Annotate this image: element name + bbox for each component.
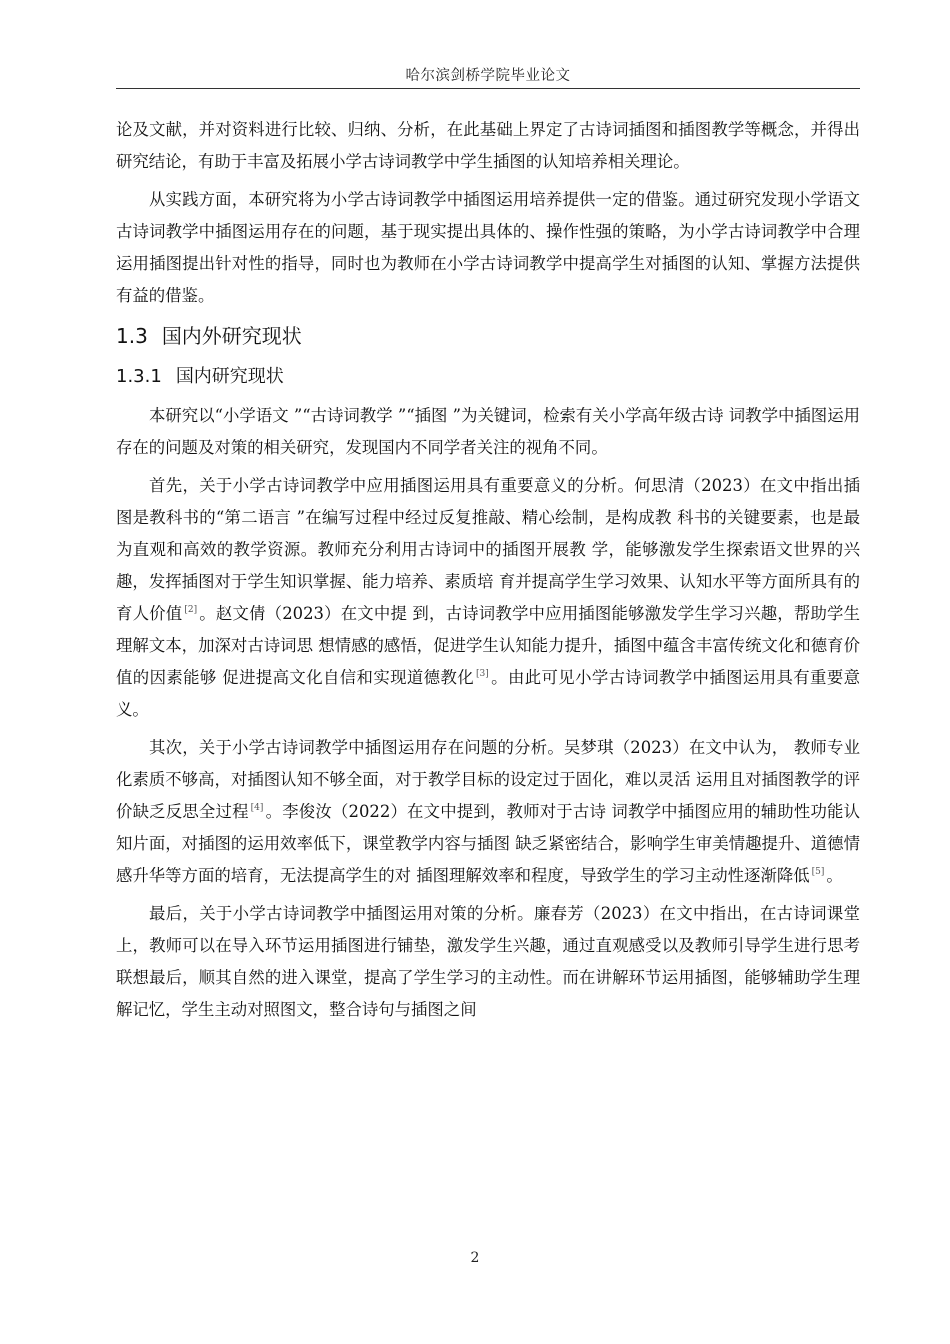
- paragraph-significance: [116, 470, 860, 726]
- citation-marker: [2]: [184, 605, 198, 615]
- paragraph-keywords: 本研究以“小学语文 ”“古诗词教学 ”“插图 ”为关键词，检索有关小学高年级古诗 词教学中插图运用存在的问题及对策的相关研究，发现国内不同学者关注的视角不同。: [116, 406, 860, 457]
- subsection-number: 1.3.1: [116, 366, 162, 387]
- subsection-heading: [116, 360, 860, 394]
- page-number: 2: [470, 1250, 480, 1266]
- paragraph-text: 。: [826, 866, 843, 885]
- citation-marker: [5]: [811, 867, 825, 877]
- section-title: 国内外研究现状: [161, 324, 302, 348]
- citation-marker: [3]: [476, 669, 489, 679]
- section-number: 1.3: [116, 324, 148, 348]
- citation-marker: [4]: [250, 803, 264, 813]
- paragraph-text: 首先，关于小学古诗词教学中应用插图运用具有重要意义的分析。何思清（2023）在文中指出插图是教科书的“第二语言 ”在编写过程中经过反复推敲、精心绘制，是构成教 科书的关键要素，也是最为直观和高效的教学资源。教师充分利用古诗词中的插图开展教 学，能够激发学生探索语文世界的兴趣，发挥插图对于学生知识掌握、能力培养、素质培 育并提高学生学习效果、认知水平等方面所具有的育人价值: [116, 476, 860, 623]
- running-header: 哈尔滨剑桥学院毕业论文: [405, 68, 571, 84]
- header-rule: [116, 88, 860, 89]
- paragraph-problems: [116, 732, 860, 892]
- paragraph-strategies: 最后，关于小学古诗词教学中插图运用对策的分析。廉春芳（2023）在文中指出，在古诗词课堂上，教师可以在导入环节运用插图进行铺垫，激发学生兴趣，通过直观感受以及教师引导学生进行思考联想最后，顺其自然的进入课堂，提高了学生学习的主动性。而在讲解环节运用插图，能够辅助学生理解记忆，学生主动对照图文，整合诗句与插图之间: [116, 904, 860, 1019]
- paragraph-practice: 从实践方面，本研究将为小学古诗词教学中插图运用培养提供一定的借鉴。通过研究发现小学语文古诗词教学中插图运用存在的问题，基于现实提出具体的、操作性强的策略，为小学古诗词教学中合理运用插图提出针对性的指导，同时也为教师在小学古诗词教学中提高学生对插图的认知、掌握方法提供有益的借鉴。: [116, 190, 860, 305]
- section-heading: [116, 318, 860, 354]
- paragraph-theory: 论及文献，并对资料进行比较、归纳、分析，在此基础上界定了古诗词插图和插图教学等概念，并得出研究结论，有助于丰富及拓展小学古诗词教学中学生插图的认知培养相关理论。: [116, 120, 860, 171]
- paragraph-text: 其次，关于小学古诗词教学中插图运用存在问题的分析。吴梦琪（2023）在文中认为， 教师专业化素质不够高，对插图认知不够全面，对于教学目标的设定过于固化，难以灵活 运用且对插图教学的评价缺乏反思全过程: [116, 738, 860, 821]
- subsection-title: 国内研究现状: [175, 366, 284, 387]
- paragraph-text: 。赵文倩（2023）在文中提 到，古诗词教学中应用插图能够激发学生学习兴趣，帮助学生理解文本，加深对古诗词思 想情感的感悟，促进学生认知能力提升，插图中蕴含丰富传统文化和德育价值的因素能够 促进提高文化自信和实现道德教化: [116, 604, 861, 687]
- paragraph-text: 。李俊汝（2022）在文中提到，教师对于古诗 词教学中插图应用的辅助性功能认知片面，对插图的运用效率低下，课堂教学内容与插图 缺乏紧密结合，影响学生审美情趣提升、道德情感升华等方面的培育，无法提高学生的对 插图理解效率和程度，导致学生的学习主动性逐渐降低: [116, 802, 860, 885]
- page-body: [116, 114, 860, 1032]
- paragraph-text: 。由此可见小学古诗词教学中插图运用具有重要意义。: [116, 668, 860, 719]
